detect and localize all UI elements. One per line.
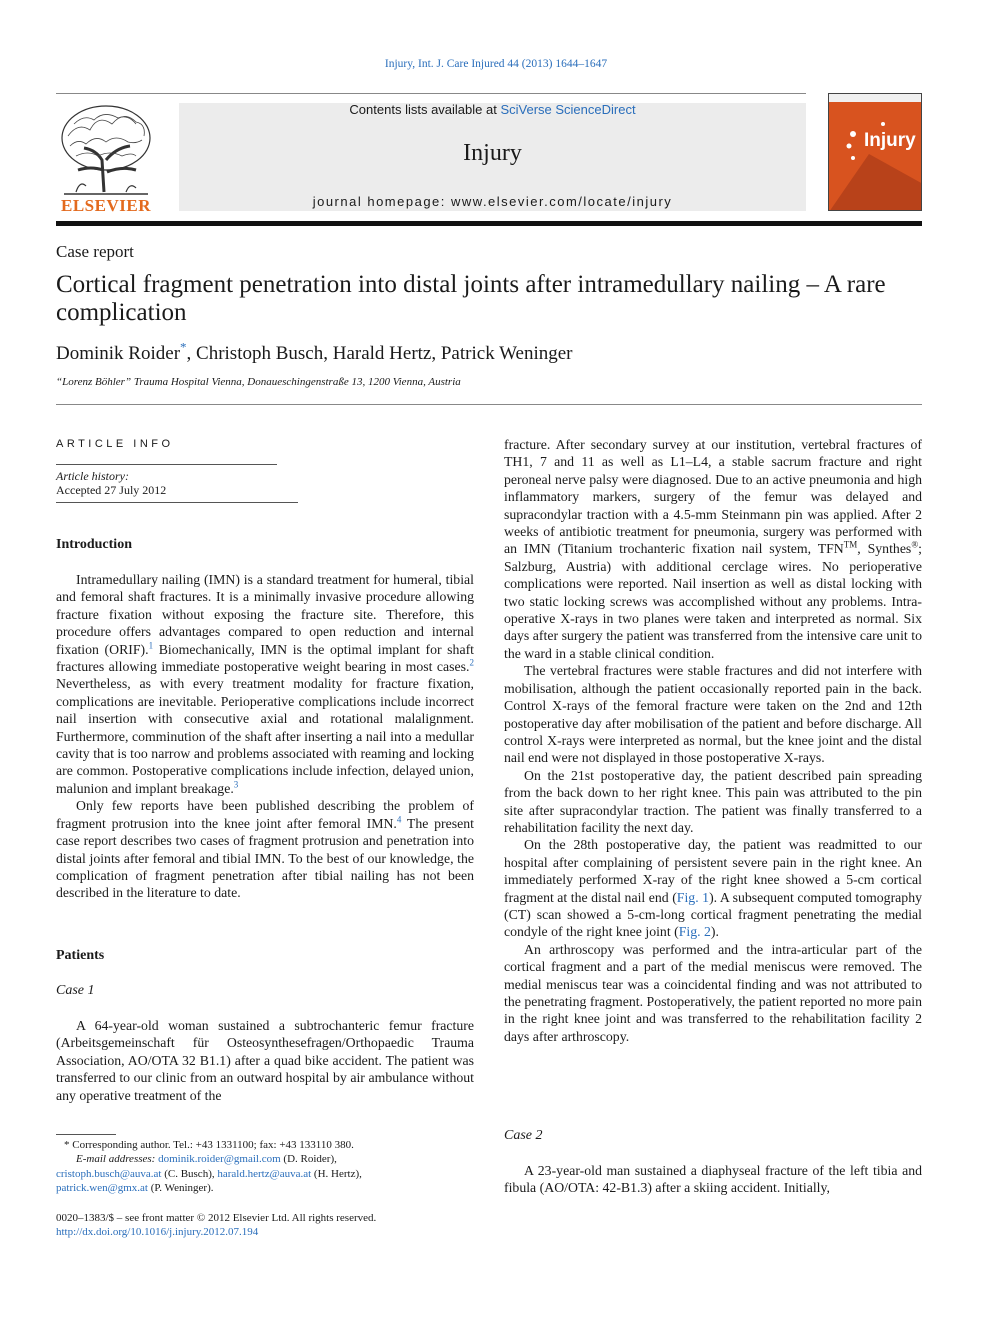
front-matter <box>56 1211 476 1240</box>
article-info-rule-bottom <box>56 502 298 503</box>
case1-paragraph-6: An arthroscopy was performed and the intra-articular part of the cortical fragment and a part of the medial meniscus were removed. The medial meniscus tear was a coincidental finding and was not attributed to the penetrating fragment. Postoperatively, the patient reported no more pain in the right knee joint and was transferred to the rehabilitation facility 2 days after arthroscopy. <box>504 941 922 1044</box>
introduction-heading: Introduction <box>56 537 132 552</box>
article-info-heading: ARTICLE INFO <box>56 438 174 450</box>
right-p4-c: ). <box>710 924 719 940</box>
intro-paragraph-2 <box>56 797 474 901</box>
email-hertz[interactable]: harald.hertz@auva.at <box>217 1167 312 1180</box>
header-thick-rule <box>56 221 922 226</box>
intro-p1-c: Nevertheless, as with every treatment modality for fracture fixation, complications are inevitable. Perioperative complications include incorrect nail insertion with consecutive axial and rotational malalignment. Furthermore, comminution of the shaft after inserting a nail into a medullar cavity that is too narrow and problems associated with reaming and locking are common. Postoperative complications include infection, delayed union, malunion and implant breakage. <box>56 676 474 796</box>
case2-body <box>504 1162 922 1197</box>
email-line-3 <box>56 1181 476 1195</box>
ref-3[interactable]: 3 <box>233 779 239 790</box>
fig-2-link[interactable]: Fig. 2 <box>678 924 711 940</box>
contents-prefix: Contents lists available at <box>349 102 501 117</box>
author-first: Dominik Roider <box>56 343 181 364</box>
intro-paragraph-1 <box>56 571 474 797</box>
patients-heading: Patients <box>56 948 105 963</box>
sciencedirect-link[interactable]: SciVerse ScienceDirect <box>500 102 636 117</box>
ref-2[interactable]: 2 <box>469 657 474 668</box>
cover-graphic <box>829 94 922 211</box>
registered-mark: ® <box>911 539 919 550</box>
introduction-body <box>56 571 474 902</box>
affiliation: “Lorenz Böhler” Trauma Hospital Vienna, Donaueschingenstraße 13, 1200 Vienna, Austria <box>56 376 461 388</box>
email-line-2 <box>56 1167 476 1181</box>
footnote-contact: Corresponding author. Tel.: +43 1331100; fax: +43 133110 380. <box>69 1139 354 1151</box>
email-busch[interactable]: cristoph.busch@auva.at <box>56 1167 162 1180</box>
right-p1-c: ; Salzburg, Austria) with additional cerclage wires. No perioperative complications were reported. Nail insertion as well as distal locking with two static locking screws was accomplished without any problems. Intra-operative X-rays in two planes were taken and interpreted as normal. Six days after surgery the patient was transferred from the intensive care unit to the ward in a stable clinical condition. <box>504 541 922 661</box>
right-column-body <box>504 436 922 1045</box>
email-weninger[interactable]: patrick.wen@gmx.at <box>56 1182 148 1195</box>
case1-paragraph-1: A 64-year-old woman sustained a subtrochanteric femur fracture (Arbeitsgemeinschaft für Osteosynthesefragen/Orthopaedic Trauma Association, AO/OTA 32 B1.1) after a quad bike accident. The patient was transferred to our clinic from an outward hospital by air ambulance without any operative treatment of the <box>56 1018 474 1103</box>
case2-paragraph-1: A 23-year-old man sustained a diaphyseal fracture of the left tibia and fibula (AO/OTA: 42-B1.3) after a skiing accident. Initially, <box>504 1163 922 1196</box>
author-list <box>56 339 573 365</box>
case1-body <box>56 1017 474 1104</box>
doi-link[interactable]: http://dx.doi.org/10.1016/j.injury.2012.07.194 <box>56 1226 259 1239</box>
intro-p1-b: Biomechanically, IMN is the optimal implant for shaft fractures allowing immediate postoperative weight bearing in most cases. <box>56 641 474 675</box>
trademark-mark: TM <box>843 539 858 550</box>
corresponding-author-note <box>56 1138 476 1152</box>
case1-paragraph-3: The vertebral fractures were stable fractures and did not interfere with mobilisation, although the patient occasionally reported pain in the back. Control X-rays of the femoral fracture were taken on the 2nd and 12th postoperative day after mobilisation of the patient and before discharge. All control X-rays were interpreted as normal, but the knee joint and the distal nail end were not displayed in those postoperative X-rays. <box>504 663 922 766</box>
footnote-mark: * <box>64 1139 70 1151</box>
intro-p1-a: Intramedullary nailing (IMN) is a standard treatment for humeral, tibial and femoral shaft fractures. It is a minimally invasive procedure allowing fracture fixation without exposing the fracture site. Therefore, this procedure offers advantages compared to open reduction and internal fixation (ORIF). <box>56 572 474 657</box>
name-roider: (D. Roider), <box>280 1153 337 1166</box>
footnote-rule <box>56 1134 116 1135</box>
ref-4[interactable]: 4 <box>396 814 402 825</box>
case1-paragraph-5 <box>504 836 922 940</box>
name-weninger: (P. Weninger). <box>148 1182 214 1195</box>
affiliation-rule <box>56 404 922 405</box>
case2-heading: Case 2 <box>504 1128 543 1143</box>
issn-line: 0020–1383/$ – see front matter © 2012 Elsevier Ltd. All rights reserved. <box>56 1212 377 1224</box>
article-info-rule <box>56 464 277 465</box>
ref-1[interactable]: 1 <box>148 640 154 651</box>
corresponding-author-mark[interactable]: * <box>180 339 187 355</box>
intro-p2-b: The present case report describes two cases of fragment protrusion and penetration into distal joints after femoral and tibial IMN. To the best of our knowledge, the complication of fragment penetration after tibial nailing has not been described in the literature to date. <box>56 815 474 901</box>
fig-1-link[interactable]: Fig. 1 <box>676 889 710 905</box>
journal-cover <box>828 93 922 211</box>
email-label: E-mail addresses: <box>76 1153 156 1166</box>
right-p4-a: On the 28th postoperative day, the patient was readmitted to our hospital after complaining of persistent severe pain in the right knee. An immediately performed X-ray of the right knee showed a 5-cm cortical fragment at the distal nail end ( <box>504 837 922 905</box>
name-busch: (C. Busch), <box>161 1167 218 1180</box>
case1-paragraph-4: On the 21st postoperative day, the patient described pain spreading from the back down to her right knee. This pain was attributed to the pin site after supracondylar traction. The patient was finally transferred to a rehabilitation facility the next day. <box>504 767 922 835</box>
case1-heading: Case 1 <box>56 983 95 998</box>
article-title: Cortical fragment penetration into distal joints after intramedullary nailing – A rare complication <box>56 271 886 326</box>
article-history-label: Article history: <box>56 469 129 483</box>
journal-citation[interactable]: Injury, Int. J. Care Injured 44 (2013) 1644–1647 <box>384 58 608 70</box>
author-rest: , Christoph Busch, Harald Hertz, Patrick Weninger <box>186 343 573 364</box>
right-p1-a: fracture. After secondary survey at our institution, vertebral fractures of TH1, 7 and 11 as well as L1–L4, a stable sacrum fracture and right peroneal nerve palsy were diagnosed. Due to an active pneumonia and high inflammatory markers, surgery of the femur was delayed and supracondylar traction with a 4.5-mm Steinmann pin was applied. After 2 weeks of antibiotic treatment for pneumonia, surgery was performed with an IMN (Titanium trochanteric fixation nail system, TFN <box>504 437 922 557</box>
footnote <box>56 1138 476 1196</box>
journal-name: Injury <box>463 140 522 166</box>
right-p4-b: ). A subsequent computed tomography (CT) scan showed a 5-cm-long cortical fragment penetrating the medial condyle of the right knee joint ( <box>504 889 922 940</box>
section-type: Case report <box>56 242 134 261</box>
accepted-date: Accepted 27 July 2012 <box>56 483 167 497</box>
intro-p2-a: Only few reports have been published describing the problem of fragment protrusion into the knee joint after femoral IMN. <box>56 798 474 831</box>
journal-homepage[interactable]: journal homepage: www.elsevier.com/locate/injury <box>312 194 673 209</box>
cover-title: Injury <box>864 130 916 151</box>
contents-line <box>179 102 806 117</box>
header-rule <box>56 93 806 94</box>
name-hertz: (H. Hertz), <box>311 1167 362 1180</box>
elsevier-wordmark: ELSEVIER <box>61 196 151 215</box>
email-roider[interactable]: dominik.roider@gmail.com <box>158 1153 281 1166</box>
right-p1-b: , Synthes <box>857 541 912 557</box>
email-line <box>56 1152 476 1166</box>
case1-paragraph-2 <box>504 436 922 662</box>
